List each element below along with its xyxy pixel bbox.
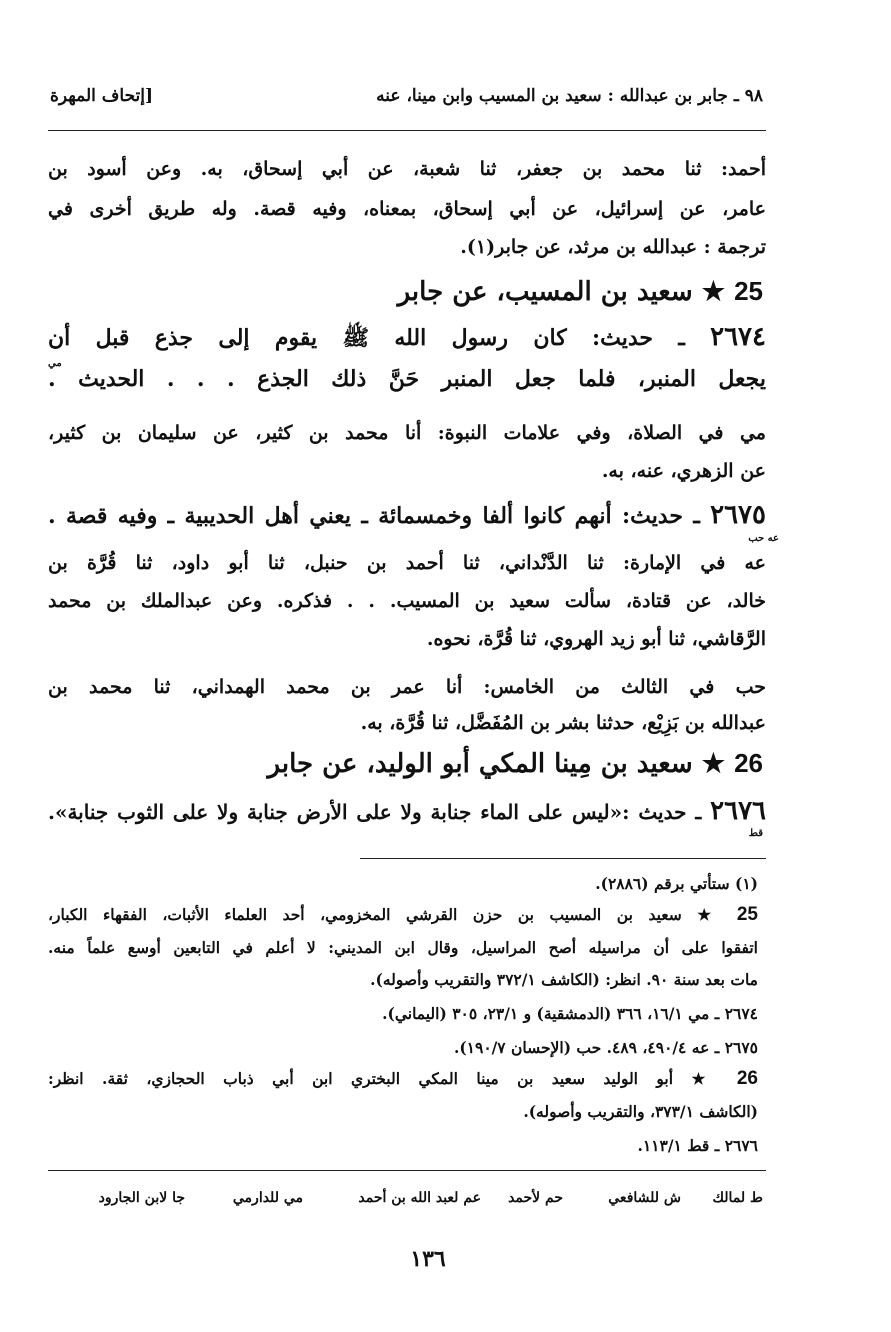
narrator-name: سعيد بن مِينا المكي أبو الوليد، عن جابر	[267, 749, 693, 779]
hadith-2674-line-2: يجعل المنبر، فلما جعل المنبر حَنَّ ذلك الجذع . . . الحديث .	[48, 366, 766, 392]
footnote-1: (١) ستأتي برقم (٢٨٨٦).	[595, 874, 758, 893]
intro-line-1: أحمد: ثنا محمد بن جعفر، ثنا شعبة، عن أبي إسحاق، به. وعن أسود بن	[48, 158, 766, 180]
source-siglum: عه حب	[748, 533, 779, 544]
hadith-number: ٢٦٧٦	[710, 796, 767, 826]
footnote-25-line-3: مات بعد سنة ٩٠. انظر: (الكاشف ٣٧٢/١ والتقريب وأصوله).	[370, 970, 758, 989]
footnote-number: 25	[736, 904, 758, 925]
legend-item: ط لمالك	[712, 1190, 763, 1206]
narrator-number: 25	[734, 276, 763, 306]
running-header-title: ٩٨ ـ جابر بن عبدالله : سعيد بن المسيب وابن مينا، عنه	[376, 86, 763, 106]
footnote-25-line-2: اتفقوا على أن مراسيله أصح المراسيل، وقال ابن المديني: لا أعلم في التابعين أوسع علماً منه.	[48, 938, 758, 957]
star-icon: ★	[701, 749, 726, 779]
legend-rule	[48, 1170, 766, 1171]
hb-line-1: حب في الثالث من الخامس: أنا عمر بن محمد الهمداني، ثنا محمد بن	[48, 676, 766, 698]
hadith-2676	[48, 796, 766, 826]
source-siglum: قط	[748, 828, 763, 839]
source-siglum: مي	[48, 358, 62, 369]
hadith-2674-line-1	[48, 322, 766, 356]
ah-line-3: الرَّقاشي، ثنا أبو زيد الهروي، ثنا قُرَّة، نحوه.	[426, 628, 766, 650]
mi-line-1: مي في الصلاة، وفي علامات النبوة: أنا محمد بن كثير، عن سليمان بن كثير،	[48, 422, 766, 444]
footnote-number: 26	[736, 1068, 758, 1089]
legend-item: حم لأحمد	[508, 1190, 563, 1206]
narrator-26-heading	[268, 748, 763, 779]
ah-line-1: عه في الإمارة: ثنا الدَّنْداني، ثنا أحمد بن حنبل، ثنا أبو داود، ثنا قُرَّة بن	[48, 552, 766, 574]
legend-item: ش للشافعي	[608, 1190, 681, 1206]
narrator-25-heading	[398, 276, 763, 307]
hadith-text: ـ حديث: كان رسول الله ﷺ يقوم إلى جذع قبل أن	[48, 325, 685, 351]
header-rule	[48, 130, 766, 131]
star-icon: ★	[701, 277, 726, 307]
legend-item: جا لابن الجارود	[98, 1190, 185, 1206]
footnote-2675: ٢٦٧٥ ـ عه ٤٩٠/٤، ٤٨٩. حب (الإحسان ١٩٠/٧).	[453, 1038, 758, 1057]
hadith-text: ـ حديث: أنهم كانوا ألفا وخمسمائة ـ يعني أهل الحديبية ـ وفيه قصة .	[48, 503, 700, 529]
hb-line-2: عبدالله بن بَزِيْع، حدثنا بشر بن المُفَضَّل، ثنا قُرَّة، به.	[360, 712, 766, 734]
mi-line-2: عن الزهري، عنه، به.	[601, 460, 766, 482]
running-header-book: [إتحاف المهرة	[50, 86, 154, 106]
hadith-number: ٢٦٧٤	[710, 322, 766, 352]
legend-item: عم لعبد الله بن أحمد	[358, 1190, 481, 1206]
hadith-number: ٢٦٧٥	[710, 500, 766, 530]
narrator-number: 26	[734, 748, 763, 778]
footnote-2674: ٢٦٧٤ ـ مي ١٦/١، ٣٦٦ (الدمشقية) و ٢٣/١، ٣٠٥ (اليماني).	[382, 1004, 758, 1023]
intro-line-2: عامر، عن إسرائيل، عن أبي إسحاق، بمعناه، وفيه قصة. وله طريق أخرى في	[48, 198, 766, 220]
intro-line-3: ترجمة : عبدالله بن مرثد، عن جابر(١).	[460, 236, 766, 258]
footnote-text: ★ أبو الوليد سعيد بن مينا المكي البختري ابن أبي ذباب الحجازي، ثقة. انظر:	[48, 1069, 719, 1088]
page-number: ١٣٦	[410, 1246, 446, 1272]
footnote-25-line-1	[48, 904, 758, 926]
footnote-2676: ٢٦٧٦ ـ قط ١١٣/١.	[637, 1136, 758, 1155]
legend-item: مي للدارمي	[232, 1190, 303, 1206]
footnote-26-line-2: (الكاشف ٣٧٣/١، والتقريب وأصوله).	[523, 1102, 758, 1121]
footnote-26-line-1	[48, 1068, 758, 1090]
narrator-name: سعيد بن المسيب، عن جابر	[397, 277, 693, 307]
footnote-text: ★ سعيد بن المسيب بن حزن القرشي المخزومي، أحد العلماء الأثبات، الفقهاء الكبار،	[48, 905, 722, 924]
hadith-text: ـ حديث :«ليس على الماء جنابة ولا على الأرض جنابة ولا على الثوب جنابة».	[48, 800, 702, 824]
footnote-separator	[360, 858, 766, 859]
hadith-2675	[48, 500, 766, 530]
ah-line-2: خالد، عن قتادة، سألت سعيد بن المسيب. . . فذكره. وعن عبدالملك بن محمد	[48, 590, 766, 612]
